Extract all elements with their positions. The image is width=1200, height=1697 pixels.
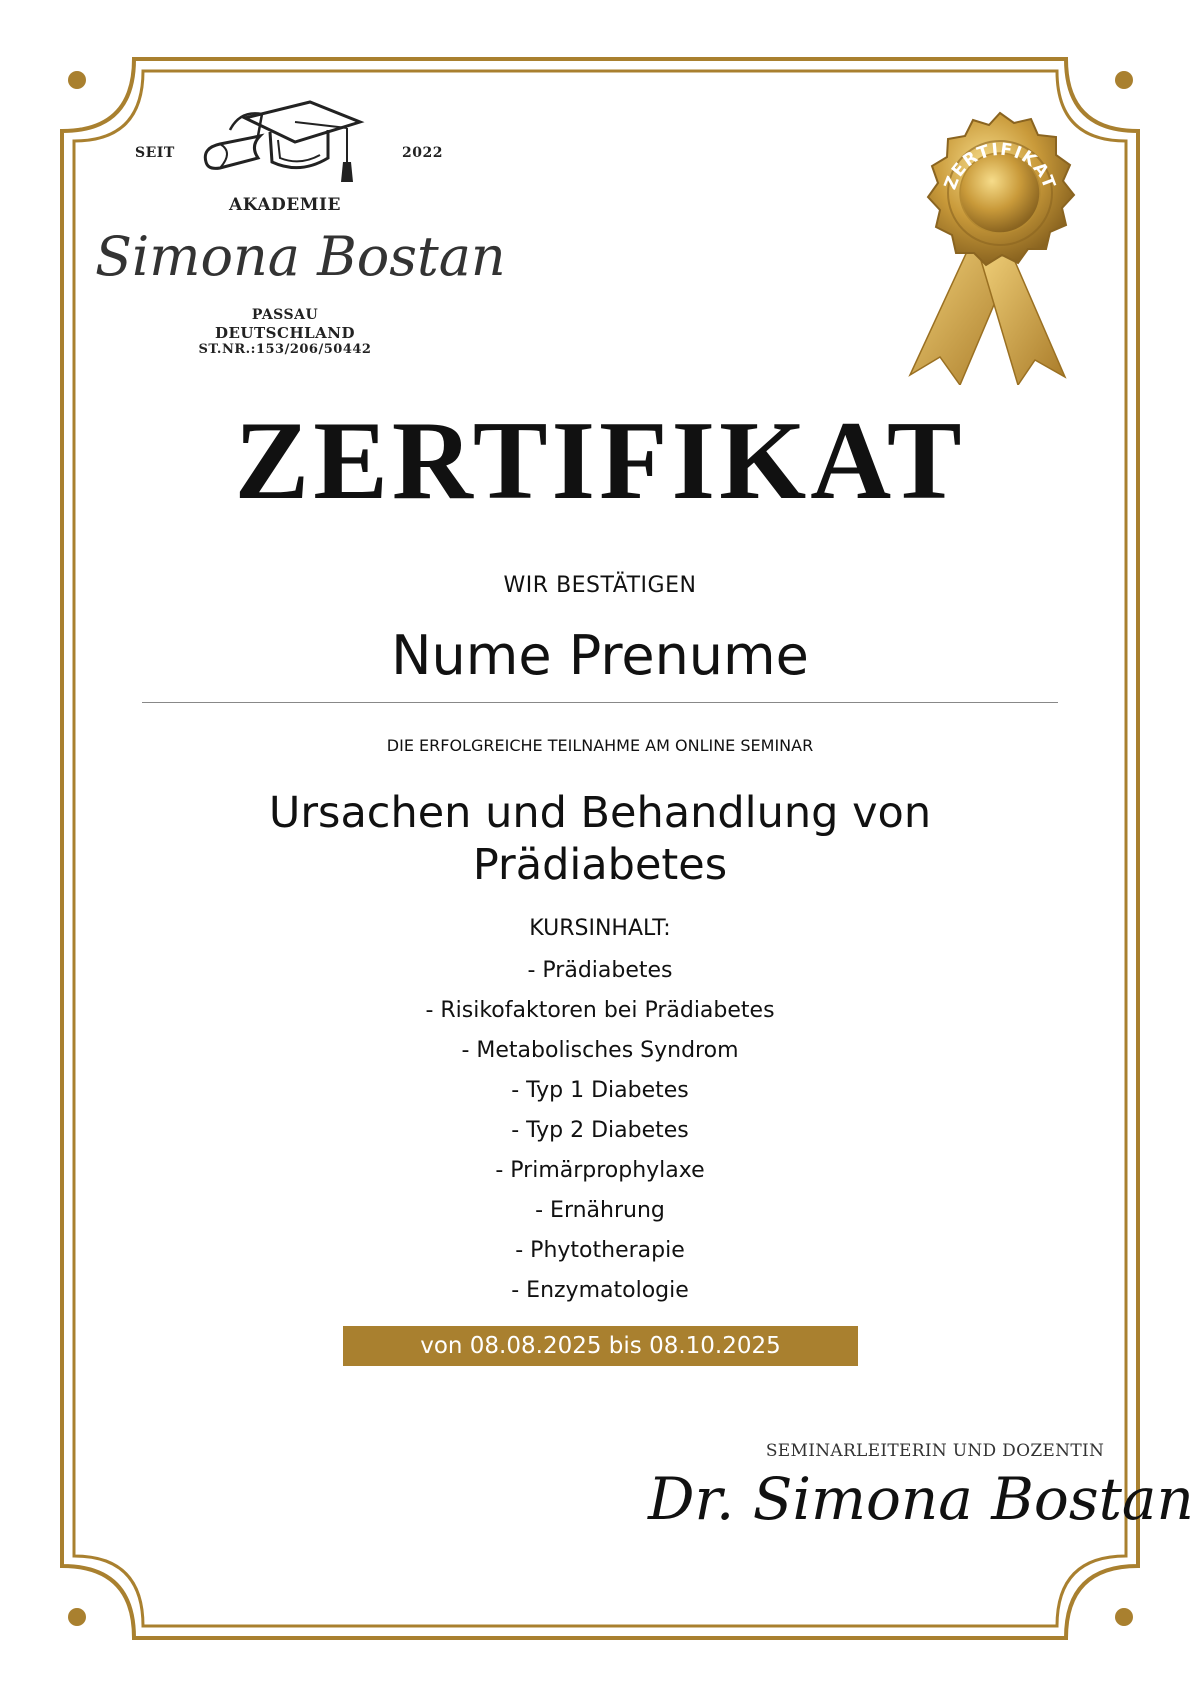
course-topic: - Typ 2 Diabetes xyxy=(511,1118,689,1143)
course-title-line2: Prädiabetes xyxy=(472,840,728,890)
course-content-heading: KURSINHALT: xyxy=(529,916,671,941)
logo-tax-number: ST.NR.:153/206/50442 xyxy=(198,342,372,357)
confirm-text: WIR BESTÄTIGEN xyxy=(503,573,697,598)
signature-label: SEMINARLEITERIN UND DOZENTIN xyxy=(765,1441,1105,1461)
logo-since-label: SEIT xyxy=(135,145,175,161)
logo-since-year: 2022 xyxy=(402,145,443,161)
graduation-cap-icon xyxy=(200,100,370,190)
certificate-seal-icon xyxy=(900,105,1100,385)
course-topic: - Metabolisches Syndrom xyxy=(461,1038,739,1063)
logo-academy: AKADEMIE xyxy=(229,195,341,215)
course-topic: - Ernährung xyxy=(535,1198,665,1223)
course-period: von 08.08.2025 bis 08.10.2025 xyxy=(343,1326,858,1366)
certificate-title: ZERTIFIKAT xyxy=(234,399,966,523)
course-topic: - Risikofaktoren bei Prädiabetes xyxy=(425,998,775,1023)
name-underline xyxy=(142,702,1058,703)
course-topic: - Phytotherapie xyxy=(515,1238,685,1263)
course-title xyxy=(0,787,1200,891)
recipient-name: Nume Prenume xyxy=(391,624,809,687)
logo-country: DEUTSCHLAND xyxy=(214,324,356,342)
course-topic: - Primärprophylaxe xyxy=(495,1158,705,1183)
course-title-line1: Ursachen und Behandlung von xyxy=(268,788,932,838)
seal-text: ZERTIFIKAT xyxy=(940,139,1060,193)
academy-logo xyxy=(95,95,506,365)
logo-script-name: Simona Bostan xyxy=(95,225,506,288)
logo-city: PASSAU xyxy=(251,307,319,323)
course-topic: - Enzymatologie xyxy=(511,1278,689,1303)
participation-text: DIE ERFOLGREICHE TEILNAHME AM ONLINE SEMINAR xyxy=(386,736,814,755)
signature-name: Dr. Simona Bostan xyxy=(648,1465,1194,1533)
course-topic: - Typ 1 Diabetes xyxy=(511,1078,689,1103)
course-topic: - Prädiabetes xyxy=(527,958,673,983)
